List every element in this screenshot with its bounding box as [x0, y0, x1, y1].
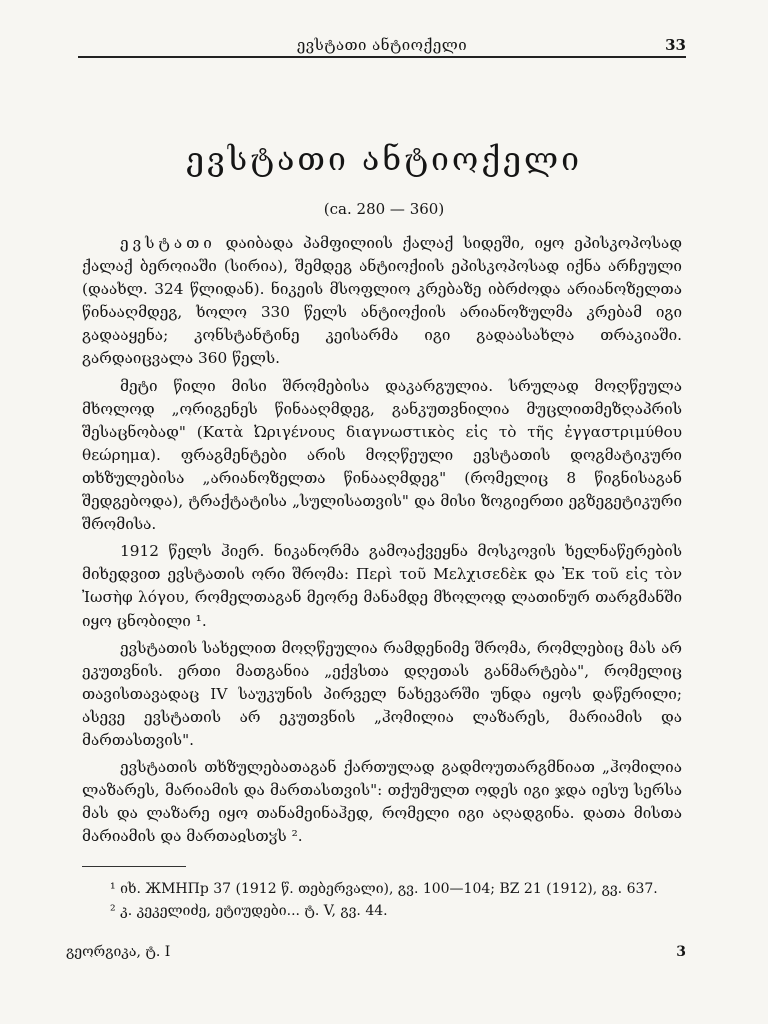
author-dates: (ca. 280 — 360): [323, 200, 445, 218]
article-body: [82, 232, 682, 848]
running-header: [78, 34, 686, 58]
paragraph-3: 1912 წელს ჰიერ. ნიკანორმა გამოაქვეყნა მოსკოვის ხელნაწერების მიხედვით ევსტათის ორი შრომა: Περὶ τοῦ Μελχισεδὲκ და Ἐκ τοῦ εἰς τὸν Ἰωσὴφ λόγου, რომელთაგან მეორე მანამდე მხოლოდ ლათინურ თარგმანში იყო ცნობილი ¹.: [82, 542, 682, 630]
paragraph-1-text: დაიბადა პამფილიის ქალაქ სიდეში, იყო ეპისკოპოსად ქალაქ ბეროიაში (სირია), შემდეგ ანტიოქიის ეპისკოპოსად იქნა არჩეული (დაახლ. 324 წლიდან). ნიკეის მსოფლიო კრებაზე იბრძოდა არიანოზელთა წინააღმდეგ, ხოლო 330 წელს ანტიოქიის არიანოზულმა კრებამ იგი გადააყენა; კონსტანტინე კეისარმა იგი გადაასახლა თრაკიაში. გარდაიცვალა 360 წელს.: [82, 234, 682, 368]
paragraph-4: ევსტათის სახელით მოღწეულია რამდენიმე შრომა, რომლებიც მას არ ეკუთვნის. ერთი მათგანია „ექვსთა დღეთას განმარტება", რომელიც თავისთავადაც IV საუკუნის პირველ ნახევარში უნდა იყოს დაწერილი; ასევე ევსტათის არ ეკუთვნის „ჰომილია ლაზარეს, მარიამის და მართასთვის".: [82, 638, 682, 749]
footnote-divider: [82, 866, 186, 867]
paragraph-1: [82, 232, 682, 371]
author-name-spaced: ევსტათი: [120, 234, 216, 252]
footnote-2: ² კ. კეკელიძე, ეტიუდები... ტ. V, გვ. 44.: [110, 903, 388, 919]
signature-mark: გეორგიკა, ტ. I: [66, 944, 171, 960]
footnote-1: ¹ იხ. ЖМНПр 37 (1912 წ. თებერვალი), გვ. 100—104; BZ 21 (1912), გვ. 637.: [110, 881, 658, 897]
page-number: 33: [665, 36, 686, 54]
running-title: ევსტათი ანტიოქელი: [296, 36, 468, 54]
article-title: ევსტათი ანტიოქელი: [185, 140, 583, 178]
sheet-number: 3: [676, 944, 686, 960]
paragraph-2: მეტი წილი მისი შრომებისა დაკარგულია. სრულად მოღწეულა მხოლოდ „ორიგენეს წინააღმდეგ, განკუთვნილია მუცლითმეზღაპრის შესაცნობად" (Κατὰ Ὠριγένους διαγνωστικὸς εἰς τὸ τῆς ἐγγαστριμύθου θεώρημα). ფრაგმენტები არის მოღწეული ევსტათის დოგმატიკური თხზულებისა „არიანოზელთა წინააღმდეგ" (რომელიც 8 წიგნისაგან შედგებოდა), ტრაქტატისა „სულისათვის" და მისი ზოგიერთი ეგზეგეტიკური შრომისა.: [82, 376, 682, 534]
paragraph-5: ევსტათის თხზულებათაგან ქართულად გადმოუთარგმნიათ „ჰომილია ლაზარეს, მარიამის და მართასთვის": თქუმულთ ოდეს იგი ჯდა იესუ სერსა მას და ლაზარე იყო თანამეინაჰედ, რომელი იგი აღადგინა. დათა მისთა მარიამის და მართაჲსთჳს ².: [82, 758, 682, 846]
footnotes: [60, 878, 684, 922]
